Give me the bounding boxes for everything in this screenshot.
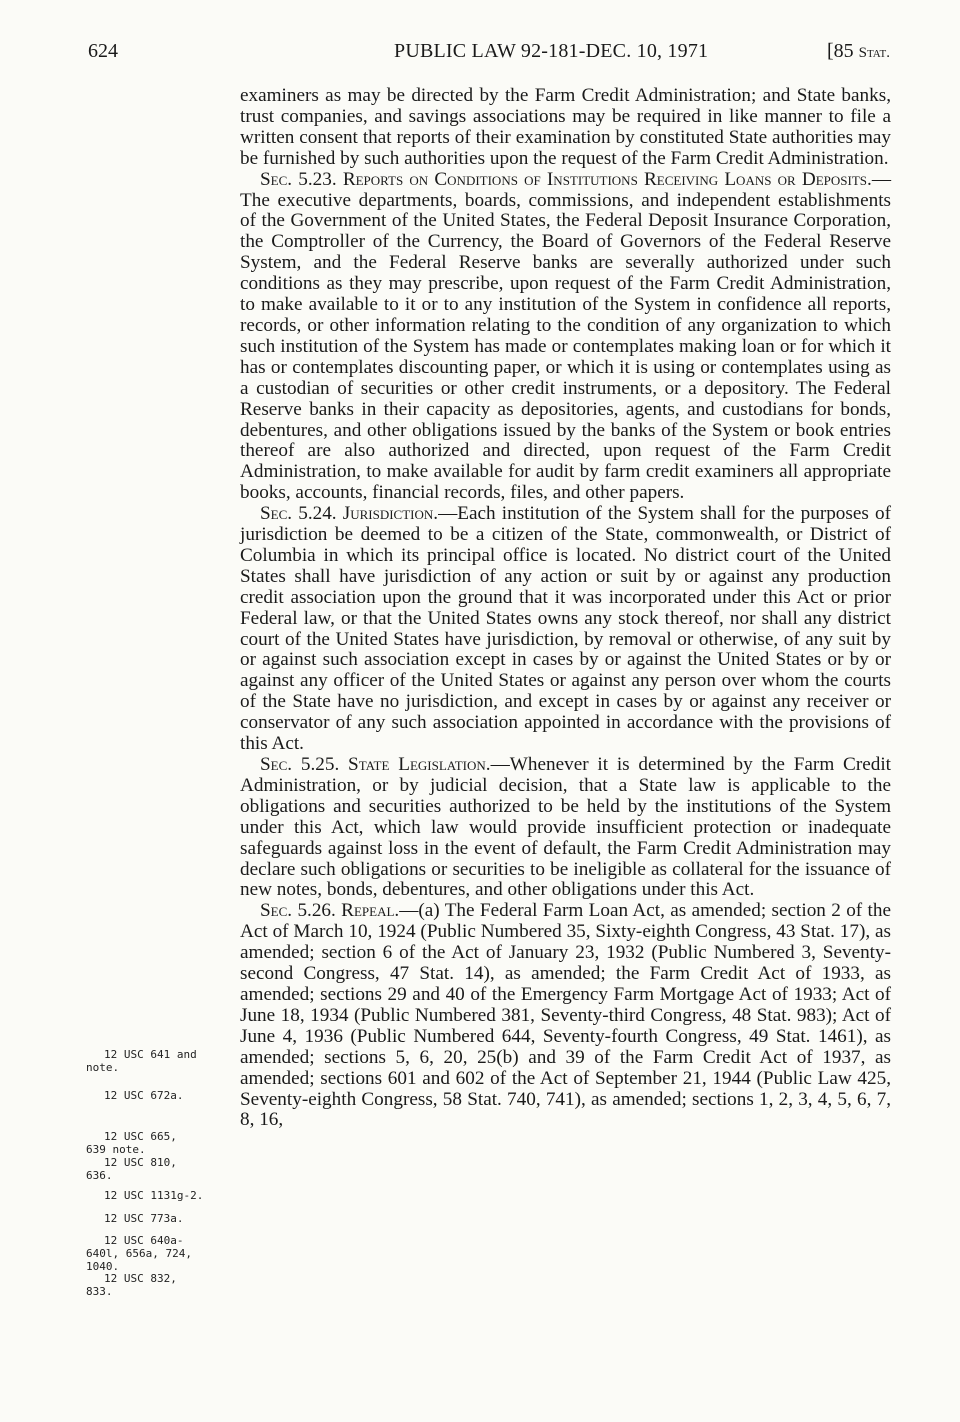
margin-note: 12 USC 672a. [104,1089,184,1102]
section-5-25-text: —Whenever it is determined by the Farm Credit Administration, or by judicial decision, that a State law is applicable to the obligations and securities authorized to be held by the institutions of the System under this Act, which law would provide insufficient protection or inadequate safeguards against loss in the event of default, the Farm Credit Administration may declare such obligations or securities to be ineligible as collateral for the issuance of new notes, bonds, debentures, and other obligations under this Act. [240,754,891,901]
section-5-23 [240,170,891,505]
section-5-24-text: —Each institution of the System shall for the purposes of jurisdiction be deemed to be a citizen of the State, commonwealth, or District of Columbia in which its principal office is located. No district court of the United States shall have jurisdiction of any action or suit by or against any production credit association upon the ground that it was incorporated under this Act or prior Federal law, or that the United States owns any stock thereof, nor shall any district court of the United States have jurisdiction, by removal or otherwise, of any suit by or against such association except in cases by or against the United States or by or against any officer of the United States or against any person over whom the courts of the State have no jurisdiction, and except in cases by or against any receiver or conservator of any such association appointed in accordance with the provisions of this Act. [240,503,891,755]
page-number: 624 [88,40,118,62]
section-5-23-text: —The executive departments, boards, commissions, and independent establishments of the Government of the United States, the Federal Deposit Insurance Corporation, the Comptroller of the Currency, the Board of Governors of the Federal Reserve System, and the Federal Reserve banks are severally authorized under such conditions as they may prescribe, upon request of the Farm Credit Administration, to make available to it or to any institution of the System in confidence all reports, records, or other information relating to the condition of any organization to which such institution of the System has made or contemplates making loan or for which it has or contemplates discounting paper, or which it is using or contemplates using as a custodian of securities or other credit instruments, or a depository. The Federal Reserve banks in their capacity as depositories, agents, and custodians for bonds, debentures, and other obligations issued by the banks of the System or book entries thereof are also authorized and directed, upon request of the Farm Credit Administration, to make available for audit by farm credit examiners all appropriate books, accounts, financial records, files, and other papers. [240,168,891,504]
section-5-26 [240,901,891,1131]
section-5-26-heading: Sec. 5.26. Repeal. [260,900,400,922]
volume-bracket: [85 [826,40,859,62]
margin-note: 12 USC 640a- 640l, 656a, 724, 1040. [86,1234,192,1273]
volume-reference [827,40,890,63]
body-text [240,86,891,1131]
paragraph-continuation: examiners as may be directed by the Farm Credit Administration; and State banks, trust companies, and savings associations may be required in like manner to file a written consent that reports of their examination by constituted State authorities may be furnished by such authorities upon the request of the Farm Credit Administration. [240,85,891,169]
page-header [88,40,890,74]
margin-note: 12 USC 773a. [104,1212,184,1225]
margin-note: 12 USC 832, 833. [86,1272,177,1298]
running-head: PUBLIC LAW 92-181-DEC. 10, 1971 [394,40,709,62]
section-5-24 [240,504,891,755]
margin-note: 12 USC 665, 639 note. [86,1130,177,1156]
section-5-25 [240,755,891,901]
margin-note: 12 USC 810, 636. [86,1156,177,1182]
section-5-26-text: —(a) The Federal Farm Loan Act, as amended; section 2 of the Act of March 10, 1924 (Public Numbered 35, Sixty-eighth Congress, 43 Stat. 17), as amended; section 6 of the Act of January 23, 1932 (Public Numbered 3, Seventy-second Congress, 47 Stat. 14), as amended; the Farm Credit Act of 1933, as amended; sections 29 and 40 of the Emergency Farm Mortgage Act of 1933; Act of June 18, 1934 (Public Numbered 381, Seventy-third Congress, 48 Stat. 983); Act of June 4, 1936 (Public Numbered 644, Seventy-fourth Congress, 49 Stat. 1461), as amended; sections 5, 6, 20, 25(b) and 39 of the Farm Credit Act of 1937, as amended; sections 601 and 602 of the Act of September 21, 1944 (Public Law 425, Seventy-eighth Congress, 58 Stat. 740, 741), as amended; sections 1, 2, 3, 4, 5, 6, 7, 8, 16, [240,900,891,1131]
margin-note: 12 USC 641 and note. [86,1048,197,1074]
margin-note: 12 USC 1131g-2. [104,1189,204,1202]
section-5-25-heading: Sec. 5.25. State Legislation. [260,754,491,775]
section-5-24-heading: Sec. 5.24. Jurisdiction. [260,503,439,525]
volume-stat: Stat. [858,45,890,61]
section-5-23-heading: Sec. 5.23. Reports on Conditions of Institutions Receiving Loans or Deposits. [260,168,872,190]
